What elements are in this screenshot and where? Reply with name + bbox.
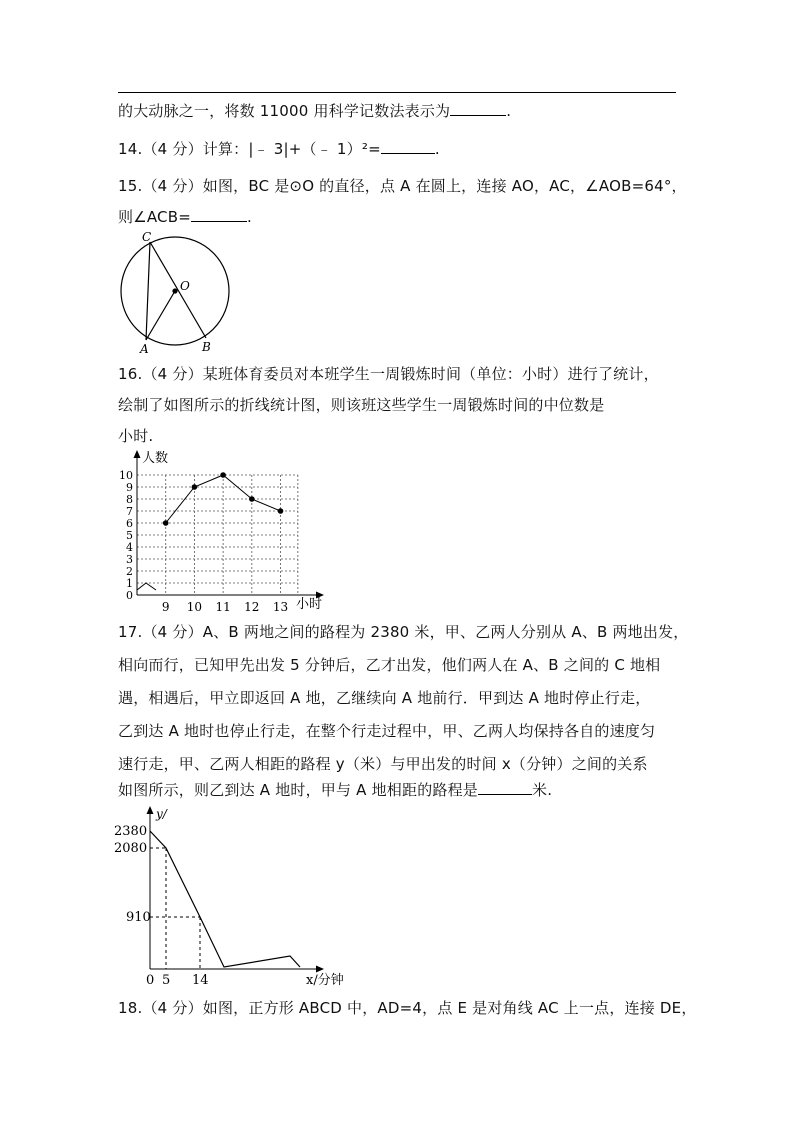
label-o: O [180, 279, 190, 293]
y-axis-arrow [147, 806, 154, 814]
data-point [278, 508, 284, 514]
x-axis-arrow [316, 966, 324, 973]
y-tick-label: 8 [126, 493, 133, 506]
period: . [506, 102, 512, 120]
q17-line-3: 遇，相遇后，甲立即返回 A 地，乙继续向 A 地前行．甲到达 A 地时停止行走， [118, 689, 651, 707]
circle-figure [112, 230, 242, 356]
x-axis-label: x/分钟 [306, 973, 344, 988]
top-line [118, 101, 511, 121]
answer-blank [381, 139, 435, 154]
label-c: C [142, 230, 152, 244]
y-axis-label: 人数 [142, 451, 169, 466]
chart-axes [134, 450, 325, 599]
line-chart [112, 450, 334, 614]
y-label-910: 910 [126, 910, 151, 925]
data-point [249, 496, 255, 502]
y-tick-label: 7 [126, 505, 133, 518]
chord-ca [146, 242, 150, 340]
q18-line-1: 18.（4 分）如图，正方形 ABCD 中，AD=4，点 E 是对角线 AC 上一点，连接 DE， [118, 999, 697, 1017]
diameter-bc [150, 242, 206, 338]
y-tick-labels [119, 469, 133, 602]
y-tick-label: 2 [126, 565, 133, 578]
data-point [220, 472, 226, 478]
q17-line-5: 速行走，甲、乙两人相距的路程 y（米）与甲出发的时间 x（分钟）之间的关系 [118, 755, 648, 773]
question-14 [118, 139, 440, 159]
q17-line-1: 17.（4 分）A、B 两地之间的路程为 2380 米，甲、乙两人分别从 A、B 两地出发， [118, 623, 689, 641]
y-axis-label: y/ [156, 807, 167, 821]
q17-prompt: 如图所示，则乙到达 A 地时，甲与 A 地相距的路程是 [118, 781, 478, 799]
header-rule [118, 92, 676, 93]
y-tick-label: 3 [126, 553, 133, 566]
chart-grid [137, 475, 298, 595]
data-point [163, 520, 169, 526]
label-a: A [140, 342, 149, 356]
data-point [192, 484, 198, 490]
y-tick-label: 1 [126, 577, 133, 590]
x-tick-label: 9 [161, 600, 170, 614]
q15-prompt: 则∠ACB= [118, 208, 191, 226]
x-label-5: 5 [162, 973, 171, 988]
y-tick-label: 10 [119, 469, 133, 482]
period: . [434, 140, 440, 158]
q17-line-6 [118, 780, 552, 800]
answer-blank [450, 101, 506, 116]
x-tick-label: 11 [215, 600, 231, 614]
period: . [246, 208, 252, 226]
x-axis-label: 小时 [296, 597, 323, 612]
answer-blank [191, 207, 247, 222]
q14-text: 14.（4 分）计算：|﹣ 3|+（﹣ 1）²= [118, 140, 381, 158]
q17-line-2: 相向而行，已知甲先出发 5 分钟后，乙才出发，他们两人在 A、B 之间的 C 地相 [118, 656, 661, 674]
y-label-2080: 2080 [114, 841, 148, 856]
q15-line-2 [118, 207, 252, 227]
distance-line [150, 831, 300, 967]
distance-time-graph [112, 806, 362, 992]
segment-ao [146, 291, 175, 340]
y-tick-label: 4 [126, 541, 133, 554]
q16-line-3: 小时. [118, 427, 154, 445]
answer-blank [478, 780, 532, 795]
label-b: B [202, 340, 211, 354]
q17-line-4: 乙到达 A 地时也停止行走，在整个行走过程中，甲、乙两人均保持各自的速度匀 [118, 722, 656, 740]
x-label-0: 0 [146, 973, 155, 988]
y-label-2380: 2380 [114, 824, 148, 839]
x-tick-labels [162, 600, 288, 614]
unit-text: 米. [532, 781, 553, 799]
x-tick-label: 13 [272, 600, 289, 614]
q16-line-1: 16.（4 分）某班体育委员对本班学生一周锻炼时间（单位：小时）进行了统计， [118, 365, 659, 383]
x-tick-label: 10 [186, 600, 203, 614]
y-axis-arrow [134, 450, 141, 458]
q16-line-2: 绘制了如图所示的折线统计图，则该班这些学生一周锻炼时间的中位数是 [118, 396, 605, 414]
center-point [172, 288, 177, 293]
x-label-14: 14 [192, 973, 209, 988]
y-tick-label: 6 [126, 517, 133, 530]
top-line-text: 的大动脉之一，将数 11000 用科学记数法表示为 [118, 102, 451, 120]
y-tick-label: 0 [126, 589, 133, 602]
x-tick-label: 12 [244, 600, 260, 614]
y-tick-label: 9 [126, 481, 133, 494]
axis-break-mark [137, 583, 156, 590]
q15-line-1: 15.（4 分）如图，BC 是⊙O 的直径，点 A 在圆上，连接 AO，AC，∠AOB=64°， [118, 177, 687, 195]
y-tick-label: 5 [126, 529, 133, 542]
